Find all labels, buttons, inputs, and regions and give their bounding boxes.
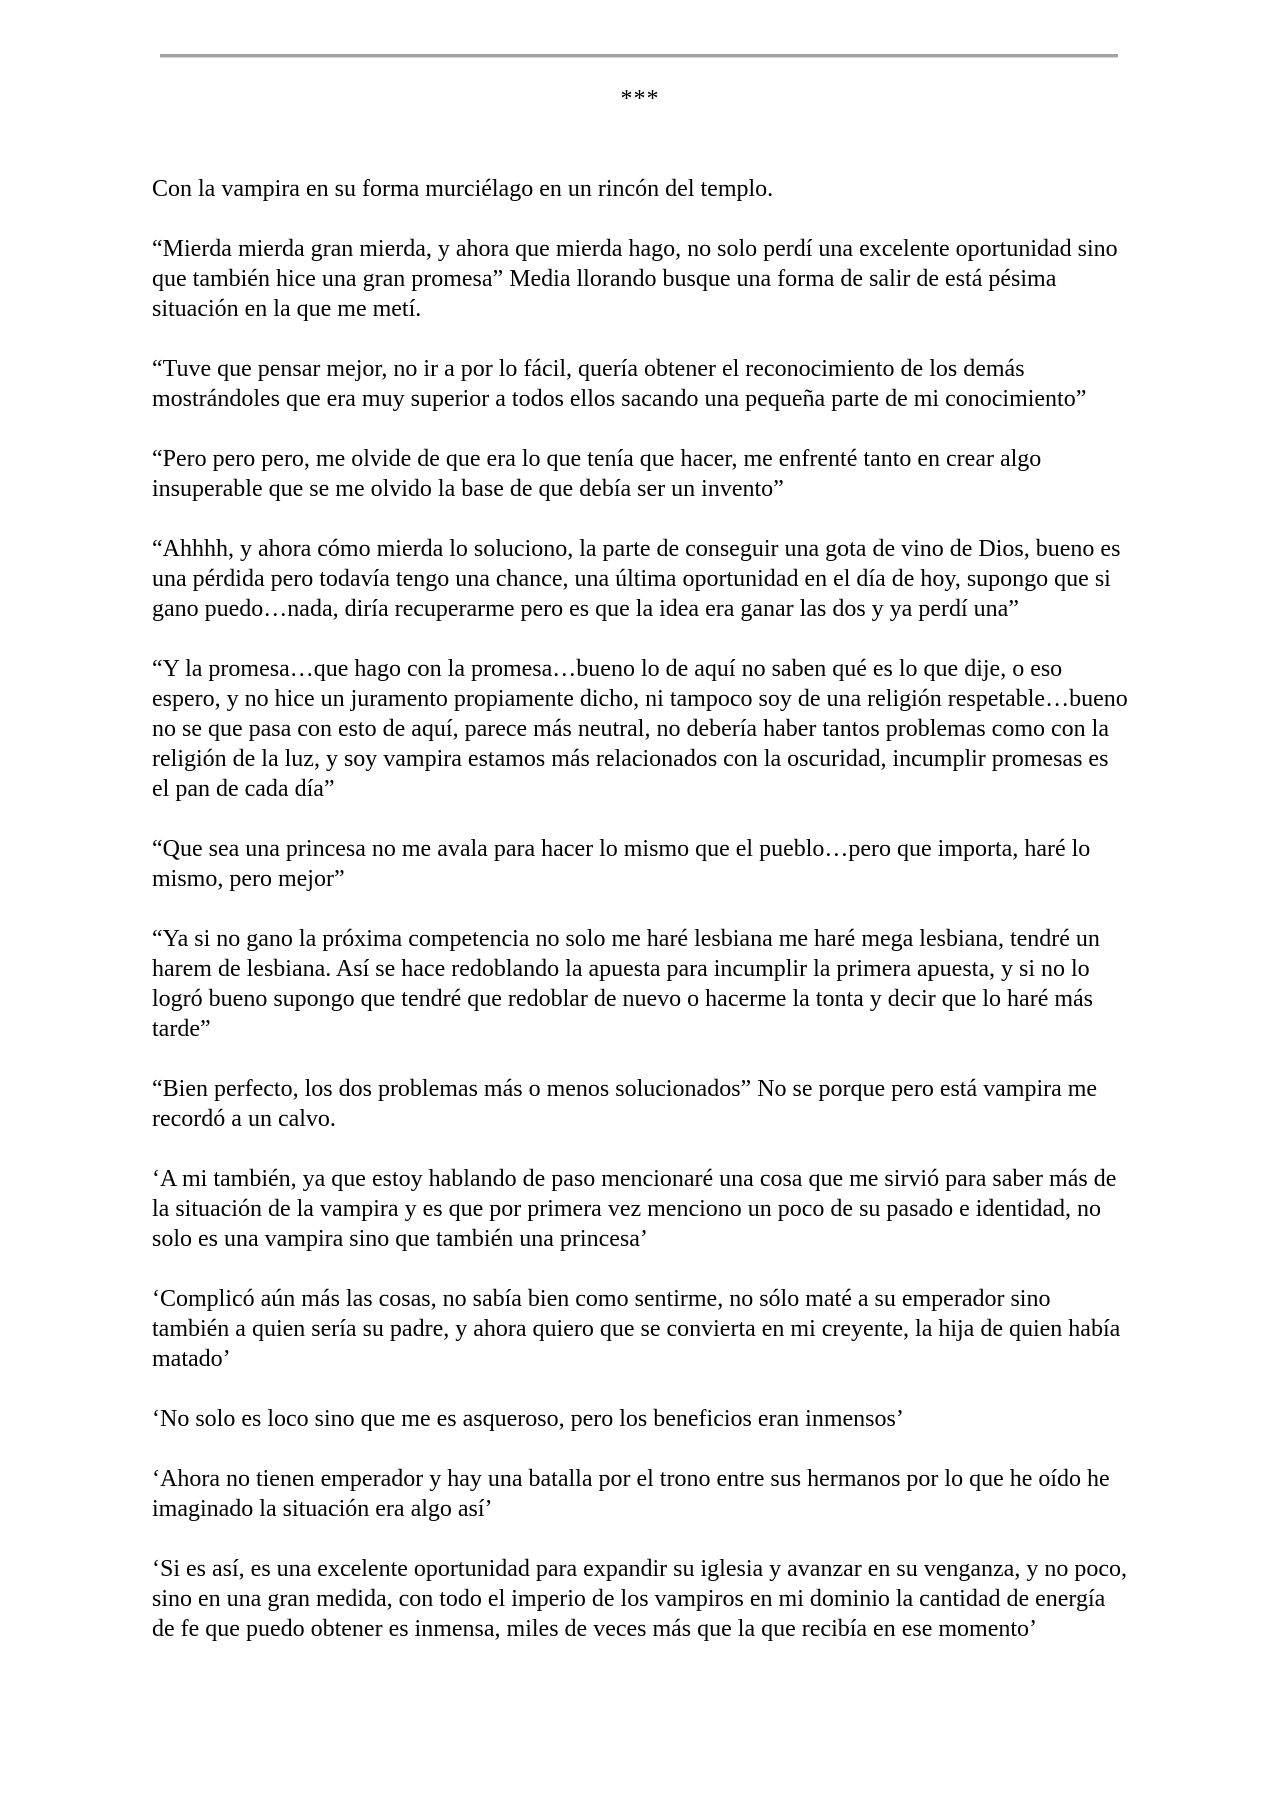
- paragraph: ‘Ahora no tienen emperador y hay una batalla por el trono entre sus hermanos por lo que he oído he imaginado la situación era algo así’: [152, 1466, 1110, 1522]
- section-break-marker: ***: [620, 86, 660, 112]
- paragraph: Con la vampira en su forma murciélago en un rincón del templo.: [152, 176, 774, 202]
- paragraph: “Y la promesa…que hago con la promesa…bueno lo de aquí no saben qué es lo que dije, o eso espero, y no hice un juramento propiamente dicho, ni tampoco soy de una religión respetable…bueno no se que pasa con esto de aquí, parece más neutral, no debería haber tantos problemas como con la religión de la luz, y soy vampira estamos más relacionados con la oscuridad, incumplir promesas es el pan de cada día”: [152, 656, 1128, 802]
- paragraph: “Pero pero pero, me olvide de que era lo que tenía que hacer, me enfrenté tanto en crear algo insuperable que se me olvido la base de que debía ser un invento”: [152, 446, 1042, 502]
- paragraph: “Tuve que pensar mejor, no ir a por lo fácil, quería obtener el reconocimiento de los demás mostrándoles que era muy superior a todos ellos sacando una pequeña parte de mi conocimiento”: [152, 356, 1087, 412]
- paragraph: ‘Si es así, es una excelente oportunidad para expandir su iglesia y avanzar en su venganza, y no poco, sino en una gran medida, con todo el imperio de los vampiros en mi dominio la cantidad de energía de fe que puedo obtener es inmensa, miles de veces más que la que recibía en ese momento’: [152, 1556, 1127, 1642]
- paragraph: “Ahhhh, y ahora cómo mierda lo soluciono, la parte de conseguir una gota de vino de Dios, bueno es una pérdida pero todavía tengo una chance, una última oportunidad en el día de hoy, supongo que si gano puedo…nada, diría recuperarme pero es que la idea era ganar las dos y ya perdí una”: [152, 536, 1121, 622]
- paragraph: “Ya si no gano la próxima competencia no solo me haré lesbiana me haré mega lesbiana, tendré un harem de lesbiana. Así se hace redoblando la apuesta para incumplir la primera apuesta, y si no lo logró bueno supongo que tendré que redoblar de nuevo o hacerme la tonta y decir que lo haré más tarde”: [152, 926, 1100, 1042]
- paragraph: ‘A mi también, ya que estoy hablando de paso mencionaré una cosa que me sirvió para saber más de la situación de la vampira y es que por primera vez menciono un poco de su pasado e identidad, no solo es una vampira sino que también una princesa’: [152, 1166, 1117, 1252]
- paragraph: “Bien perfecto, los dos problemas más o menos solucionados” No se porque pero está vampira me recordó a un calvo.: [152, 1076, 1098, 1132]
- paragraph: ‘Complicó aún más las cosas, no sabía bien como sentirme, no sólo maté a su emperador sino también a quien sería su padre, y ahora quiero que se convierta en mi creyente, la hija de quien había matado’: [152, 1286, 1121, 1372]
- paragraph: ‘No solo es loco sino que me es asqueroso, pero los beneficios eran inmensos’: [152, 1406, 904, 1432]
- document-body: [152, 174, 1128, 1674]
- horizontal-rule: [160, 54, 1118, 58]
- paragraph: “Mierda mierda gran mierda, y ahora que mierda hago, no solo perdí una excelente oportunidad sino que también hice una gran promesa” Media llorando busque una forma de salir de está pésima situación en la que me metí.: [152, 236, 1118, 322]
- paragraph: “Que sea una princesa no me avala para hacer lo mismo que el pueblo…pero que importa, haré lo mismo, pero mejor”: [152, 836, 1091, 892]
